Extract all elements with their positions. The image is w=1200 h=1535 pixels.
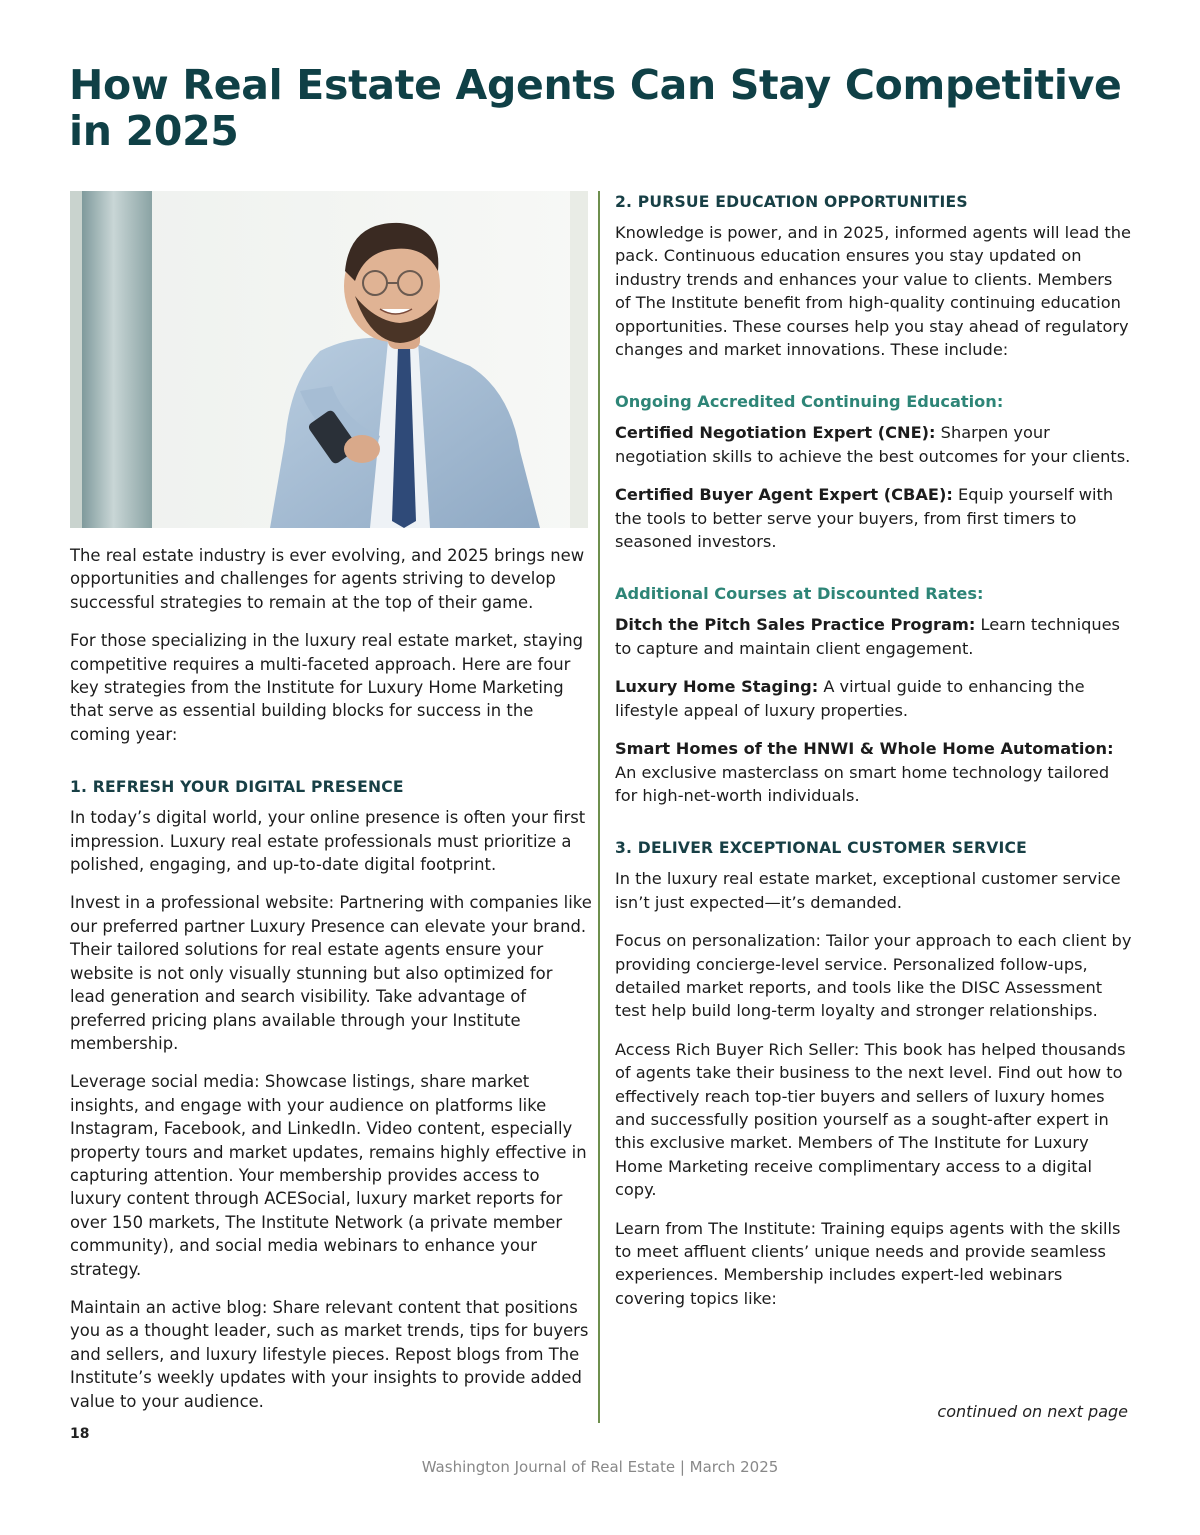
course-ditch-label: Ditch the Pitch Sales Practice Program:	[615, 615, 976, 635]
subheading-discounted-courses: Additional Courses at Discounted Rates:	[615, 584, 984, 604]
course-cne	[615, 421, 1133, 468]
course-ditch-the-pitch	[615, 613, 1133, 660]
section-1-heading: 1. REFRESH YOUR DIGITAL PRESENCE	[70, 778, 404, 797]
section-3-paragraph-2: Focus on personalization: Tailor your approach to each client by providing concierge-level service. Personalized follow-ups, detailed market reports, and tools like the DISC Assessment test help build long-term loyalty and stronger relationships.	[615, 931, 1132, 1021]
page-title: How Real Estate Agents Can Stay Competitive in 2025	[69, 61, 1122, 155]
right-column	[615, 191, 1133, 1325]
column-divider	[598, 191, 600, 1423]
businessman-photo-illustration	[70, 191, 588, 528]
course-cne-label: Certified Negotiation Expert (CNE):	[615, 423, 936, 443]
page-number: 18	[70, 1426, 90, 1442]
course-staging-label: Luxury Home Staging:	[615, 677, 819, 697]
intro-paragraph-1: The real estate industry is ever evolving, and 2025 brings new opportunities and challenges for agents striving to develop successful strategies to remain at the top of their game.	[70, 546, 585, 612]
course-cne-text: Sharpen your negotiation skills to achieve the best outcomes for your clients.	[615, 423, 1131, 466]
section-3-paragraph-1: In the luxury real estate market, exceptional customer service isn’t just expected—it’s demanded.	[615, 869, 1121, 912]
course-cbae-text: Equip yourself with the tools to better serve your buyers, from first timers to seasoned investors.	[615, 485, 1114, 552]
course-cbae	[615, 483, 1133, 553]
course-ditch-text: Learn techniques to capture and maintain client engagement.	[615, 615, 1120, 658]
course-cbae-label: Certified Buyer Agent Expert (CBAE):	[615, 485, 953, 505]
intro-paragraph-2: For those specializing in the luxury real estate market, staying competitive requires a multi-faceted approach. Here are four key strategies from the Institute for Luxury Home Marketing that serve as essential building blocks for success in the coming year:	[70, 631, 584, 744]
subheading-accredited-ce: Ongoing Accredited Continuing Education:	[615, 392, 1004, 412]
section-3-heading: 3. DELIVER EXCEPTIONAL CUSTOMER SERVICE	[615, 839, 1028, 858]
section-2-heading: 2. PURSUE EDUCATION OPPORTUNITIES	[615, 193, 968, 211]
section-1-paragraph-2: Invest in a professional website: Partnering with companies like our preferred partner Luxury Presence can elevate your brand. Their tailored solutions for real estate agents ensure your website is not only visually stunning but also optimized for lead generation and search visibility. Take advantage of preferred pricing plans available through your Institute membership.	[70, 893, 592, 1053]
course-home-staging	[615, 675, 1133, 722]
continued-note: continued on next page	[937, 1402, 1128, 1421]
section-1-paragraph-3: Leverage social media: Showcase listings, share market insights, and engage with your audience on platforms like Instagram, Facebook, and LinkedIn. Video content, especially property tours and market updates, remains highly effective in capturing attention. Your membership provides access to luxury content through ACESocial, luxury market reports for over 150 markets, The Institute Network (a private member community), and social media webinars to enhance your strategy.	[70, 1072, 587, 1279]
course-smart-label: Smart Homes of the HNWI & Whole Home Automation:	[615, 739, 1114, 759]
left-column	[70, 191, 592, 1428]
course-staging-text: A virtual guide to enhancing the lifestyle appeal of luxury properties.	[615, 677, 1085, 720]
course-smart-text: An exclusive masterclass on smart home technology tailored for high-net-worth individuals.	[615, 762, 1110, 805]
section-1-paragraph-1: In today’s digital world, your online presence is often your first impression. Luxury real estate professionals must prioritize a polished, engaging, and up-to-date digital footprint.	[70, 808, 586, 875]
course-smart-homes	[615, 737, 1133, 807]
hero-photo	[70, 191, 588, 528]
section-3-paragraph-4: Learn from The Institute: Training equips agents with the skills to meet affluent clients’ unique needs and provide seamless experiences. Membership includes expert-led webinars covering topics like:	[615, 1218, 1121, 1308]
section-1-paragraph-4: Maintain an active blog: Share relevant content that positions you as a thought leader, such as market trends, tips for buyers and sellers, and luxury lifestyle pieces. Repost blogs from The Institute’s weekly updates with your insights to provide added value to your audience.	[70, 1297, 589, 1411]
publication-footer: Washington Journal of Real Estate | March 2025	[421, 1458, 779, 1476]
section-2-paragraph-1: Knowledge is power, and in 2025, informed agents will lead the pack. Continuous education ensures you stay updated on industry trends and enhances your value to clients. Members of The Institute benefit from high-quality continuing education opportunities. These courses help you stay ahead of regulatory changes and market innovations. These include:	[615, 223, 1131, 360]
section-3-paragraph-3: Access Rich Buyer Rich Seller: This book has helped thousands of agents take their business to the next level. Find out how to effectively reach top-tier buyers and sellers of luxury homes and successfully position yourself as a sought-after expert in this exclusive market. Members of The Institute for Luxury Home Marketing receive complimentary access to a digital copy.	[615, 1039, 1126, 1200]
